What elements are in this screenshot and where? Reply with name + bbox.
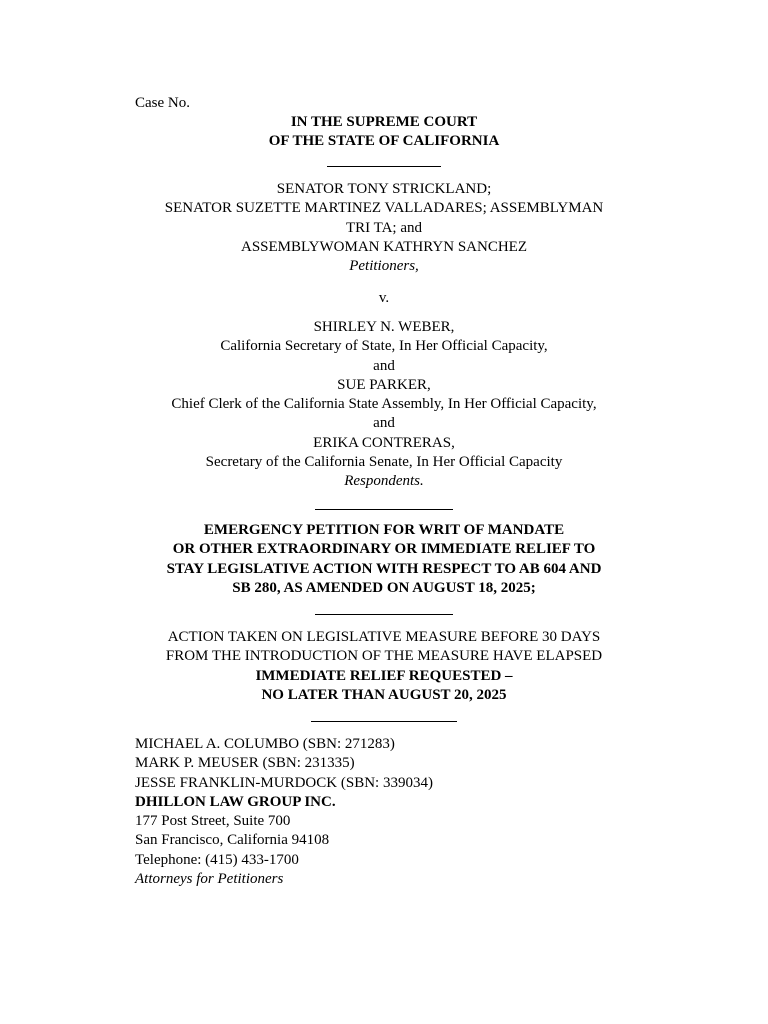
petitioners-block bbox=[0, 180, 768, 276]
and-conjunction: and bbox=[373, 415, 395, 432]
versus: v. bbox=[378, 290, 390, 306]
respondent-2-title: Chief Clerk of the California State Assembly, In Her Official Capacity, bbox=[171, 396, 597, 413]
action-line-2: FROM THE INTRODUCTION OF THE MEASURE HAVE ELAPSED bbox=[165, 648, 603, 665]
respondent-1-name: SHIRLEY N. WEBER, bbox=[313, 319, 455, 335]
divider-rule bbox=[327, 166, 441, 167]
attorney-1: MICHAEL A. COLUMBO (SBN: 271283) bbox=[135, 736, 395, 752]
and-conjunction: and bbox=[373, 357, 395, 374]
counsel-role: Attorneys for Petitioners bbox=[135, 871, 284, 888]
petitioner-line-2: SENATOR SUZETTE MARTINEZ VALLADARES; ASSEMBLYMAN bbox=[164, 200, 604, 217]
petitioners-role: Petitioners, bbox=[349, 258, 419, 275]
action-block bbox=[0, 628, 768, 705]
divider-rule bbox=[311, 721, 457, 722]
court-line-2: OF THE STATE OF CALIFORNIA bbox=[268, 133, 500, 150]
petitioner-line-3: TRI TA; and bbox=[345, 219, 422, 236]
respondent-1-title: California Secretary of State, In Her Official Capacity, bbox=[220, 338, 548, 355]
telephone: Telephone: (415) 433-1700 bbox=[135, 851, 299, 868]
address-line-2: San Francisco, California 94108 bbox=[135, 832, 330, 849]
petition-title-line-2: OR OTHER EXTRAORDINARY OR IMMEDIATE RELIEF TO bbox=[172, 541, 596, 558]
respondent-3-name: ERIKA CONTRERAS, bbox=[313, 434, 455, 451]
attorney-3: JESSE FRANKLIN-MURDOCK (SBN: 339034) bbox=[135, 774, 433, 791]
court-heading bbox=[0, 113, 768, 152]
respondent-3-title: Secretary of the California Senate, In Her Official Capacity bbox=[205, 454, 563, 471]
petitioner-line-1: SENATOR TONY STRICKLAND; bbox=[276, 181, 492, 197]
respondents-role: Respondents. bbox=[344, 473, 424, 490]
relief-line-1: IMMEDIATE RELIEF REQUESTED – bbox=[255, 667, 513, 684]
court-line-1: IN THE SUPREME COURT bbox=[290, 114, 478, 130]
petition-title bbox=[0, 521, 768, 598]
petitioner-line-4: ASSEMBLYWOMAN KATHRYN SANCHEZ bbox=[240, 238, 528, 255]
relief-line-2: NO LATER THAN AUGUST 20, 2025 bbox=[261, 686, 507, 703]
case-number-label: Case No. bbox=[135, 95, 190, 111]
firm-name: DHILLON LAW GROUP INC. bbox=[135, 793, 336, 810]
counsel-block bbox=[135, 735, 433, 889]
divider-rule bbox=[315, 614, 453, 615]
action-line-1: ACTION TAKEN ON LEGISLATIVE MEASURE BEFORE 30 DAYS bbox=[167, 629, 601, 645]
petition-title-line-4: SB 280, AS AMENDED ON AUGUST 18, 2025; bbox=[232, 579, 536, 596]
address-line-1: 177 Post Street, Suite 700 bbox=[135, 813, 291, 830]
respondents-block bbox=[0, 318, 768, 492]
petition-title-line-3: STAY LEGISLATIVE ACTION WITH RESPECT TO AB 604 AND bbox=[166, 560, 602, 577]
divider-rule bbox=[315, 509, 453, 510]
petition-title-line-1: EMERGENCY PETITION FOR WRIT OF MANDATE bbox=[203, 522, 565, 538]
attorney-2: MARK P. MEUSER (SBN: 231335) bbox=[135, 755, 355, 772]
respondent-2-name: SUE PARKER, bbox=[337, 376, 431, 393]
